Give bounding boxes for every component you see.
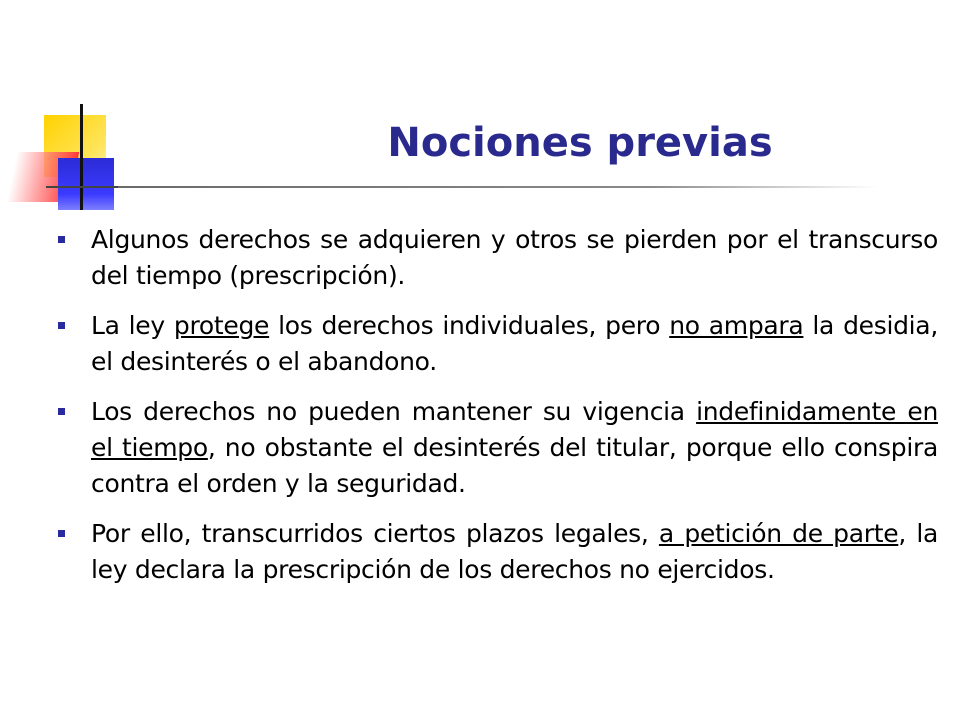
blue-block — [58, 158, 114, 210]
bullet-item — [58, 516, 938, 588]
logo-vertical-line — [80, 104, 83, 210]
title-divider — [118, 186, 878, 188]
bullet-list — [58, 222, 938, 602]
underlined-text: protege — [173, 311, 270, 340]
text-segment: los derechos individuales, pero — [269, 311, 670, 340]
text-segment: , la ley declara la prescripción de los derechos no ejercidos. — [91, 519, 939, 584]
square-bullet-icon — [58, 408, 65, 415]
text-segment: Por ello, transcurridos ciertos plazos legales, — [91, 519, 659, 548]
square-bullet-icon — [58, 322, 65, 329]
bullet-text — [91, 308, 938, 380]
bullet-item — [58, 308, 938, 380]
bullet-item — [58, 394, 938, 502]
text-segment: la desidia, el desinterés o el abandono. — [91, 311, 938, 376]
bullet-text — [91, 516, 938, 588]
square-bullet-icon — [58, 236, 65, 243]
text-segment: , no obstante el desinterés del titular, porque ello conspira contra el orden y la seguridad. — [91, 433, 938, 498]
square-bullet-icon — [58, 530, 65, 537]
text-segment: La ley — [91, 311, 174, 340]
page-title: Nociones previas — [387, 120, 773, 166]
bullet-text — [91, 222, 938, 294]
text-segment: Algunos derechos se adquieren y otros se pierden por el transcurso del tiempo (prescripción). — [91, 225, 938, 290]
underlined-text: a petición de parte — [658, 519, 899, 548]
text-segment: Los derechos no pueden mantener su vigencia — [91, 397, 697, 426]
logo-horizontal-line — [46, 186, 118, 188]
underlined-text: indefinidamente en el tiempo — [91, 397, 938, 462]
bullet-text — [91, 394, 938, 502]
bullet-item — [58, 222, 938, 294]
underlined-text: no ampara — [669, 311, 804, 340]
